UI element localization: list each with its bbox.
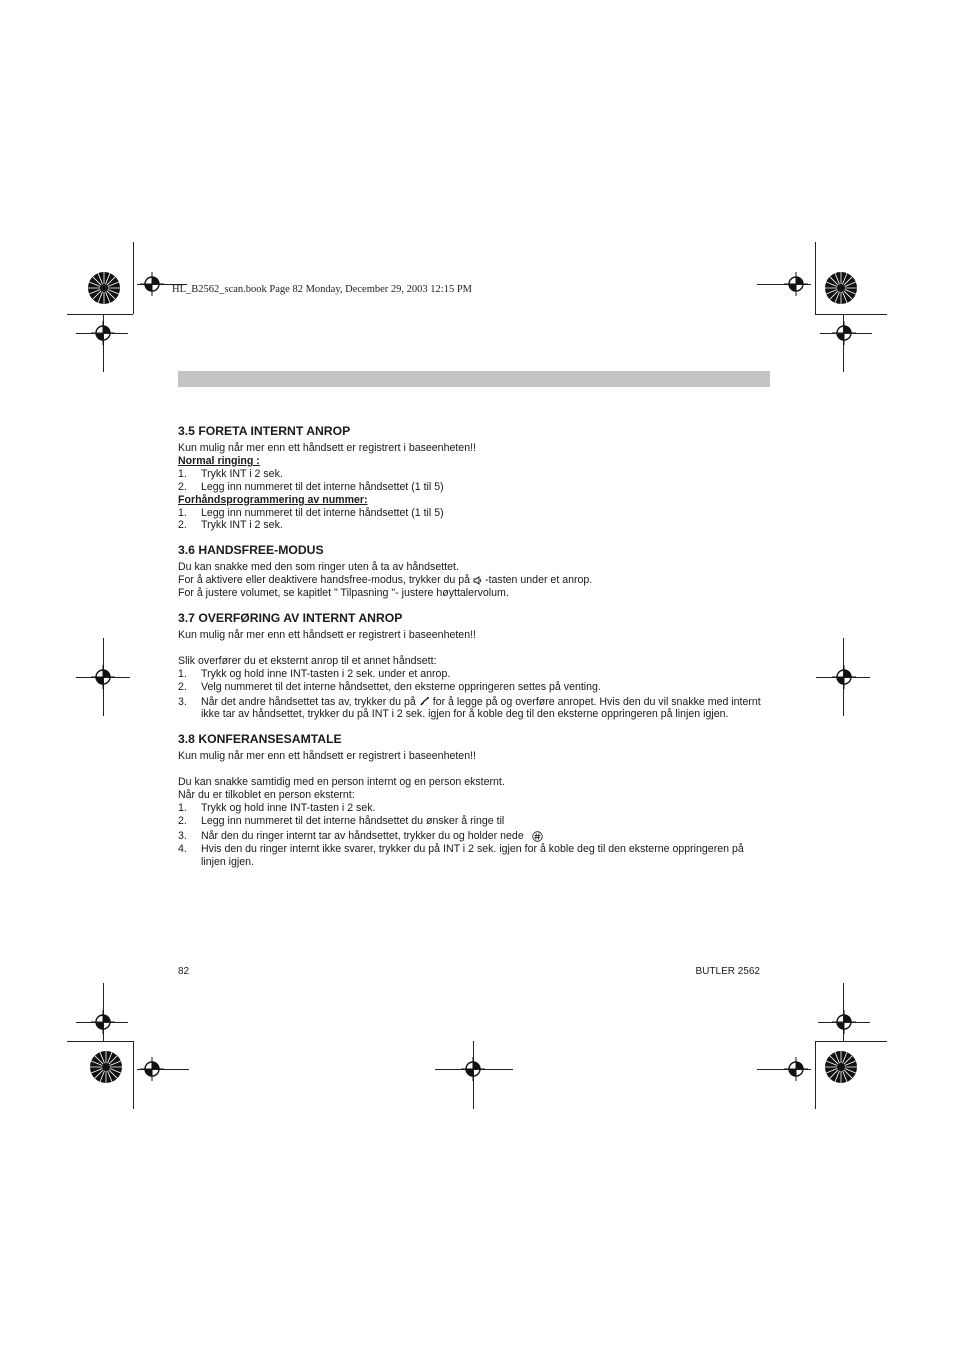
section-3-5: [178, 424, 770, 532]
print-info: HL_B2562_scan.book Page 82 Monday, December 29, 2003 12:15 PM: [172, 284, 472, 295]
section-intro: Kun mulig når mer enn ett håndsett er registrert i baseenheten!!: [178, 750, 476, 763]
list-item: 2. Legg inn nummeret til det interne håndsettet du ønsker å ringe til: [178, 814, 505, 827]
list-item: 2. Velg nummeret til det interne håndsettet, den eksterne oppringeren settes på venting.: [178, 680, 601, 693]
starburst-target-icon: [824, 271, 858, 305]
subsection-title: Forhåndsprogrammering av nummer:: [178, 493, 368, 506]
section-intro: Kun mulig når mer enn ett håndsett er registrert i baseenheten!!: [178, 629, 476, 642]
product-name: BUTLER 2562: [695, 966, 760, 977]
list-item: 1. Legg inn nummeret til det interne håndsettet (1 til 5): [178, 506, 444, 519]
starburst-target-icon: [89, 1050, 123, 1084]
list-item: 4. Hvis den du ringer internt ikke svarer, trykker du på INT i 2 sek. igjen for å koble deg til den eksterne oppringeren på linjen igjen.: [178, 842, 744, 868]
list-item: 2. Legg inn nummeret til det interne håndsettet (1 til 5): [178, 480, 444, 493]
registration-mark-icon: [91, 665, 115, 689]
header-bar: [178, 371, 770, 387]
paragraph: For å justere volumet, se kapitlet " Tilpasning "- justere høyttalervolum.: [178, 587, 509, 600]
registration-mark-icon: [140, 1057, 164, 1081]
list-item: 1. Trykk INT i 2 sek.: [178, 467, 283, 480]
registration-mark-icon: [140, 272, 164, 296]
speaker-icon: [473, 576, 482, 585]
paragraph: Slik overfører du et eksternt anrop til et annet håndsett:: [178, 654, 437, 667]
page-number: 82: [178, 966, 190, 977]
list-item: 2. Trykk INT i 2 sek.: [178, 519, 283, 532]
list-item: 3. Når det andre håndsettet tas av, trykker du på for å legge på og overføre anropet. Hvis den du vil snakke med internt ikke tar av håndsettet, trykker du på INT i 2 sek. igjen for å koble deg til den eksterne oppringeren på linjen igjen.: [178, 695, 761, 721]
phone-handset-icon: [419, 696, 430, 707]
paragraph: Du kan snakke med den som ringer uten å ta av håndsettet.: [178, 561, 459, 574]
registration-mark-icon: [461, 1057, 485, 1081]
section-intro: Kun mulig når mer enn ett håndsett er registrert i baseenheten!!: [178, 442, 476, 454]
section-title: 3.8 KONFERANSESAMTALE: [178, 732, 342, 747]
section-title: 3.6 HANDSFREE-MODUS: [178, 543, 324, 558]
list-item: 1. Trykk og hold inne INT-tasten i 2 sek.: [178, 802, 376, 814]
paragraph: Når du er tilkoblet en person eksternt:: [178, 789, 355, 802]
starburst-target-icon: [824, 1050, 858, 1084]
registration-mark-icon: [832, 665, 856, 689]
list-item: 3. Når den du ringer internt tar av håndsettet, trykker du og holder nede: [178, 830, 770, 843]
registration-mark-icon: [784, 1057, 808, 1081]
list-item: 1. Trykk og hold inne INT-tasten i 2 sek. under et anrop.: [178, 667, 451, 680]
hash-key-icon: [532, 831, 543, 842]
paragraph: Du kan snakke samtidig med en person internt og en person eksternt.: [178, 776, 505, 789]
section-title: 3.7 OVERFØRING AV INTERNT ANROP: [178, 611, 403, 626]
paragraph: For å aktivere eller deaktivere handsfree-modus, trykker du på -tasten under et anrop.: [178, 574, 593, 587]
section-title: 3.5 FORETA INTERNT ANROP: [178, 424, 351, 438]
section-3-6: [178, 543, 770, 600]
document-body: [178, 424, 770, 880]
section-3-8: [178, 732, 770, 868]
registration-mark-icon: [784, 272, 808, 296]
section-3-7: [178, 611, 770, 721]
starburst-target-icon: [87, 271, 121, 305]
subsection-title: Normal ringing :: [178, 454, 260, 467]
